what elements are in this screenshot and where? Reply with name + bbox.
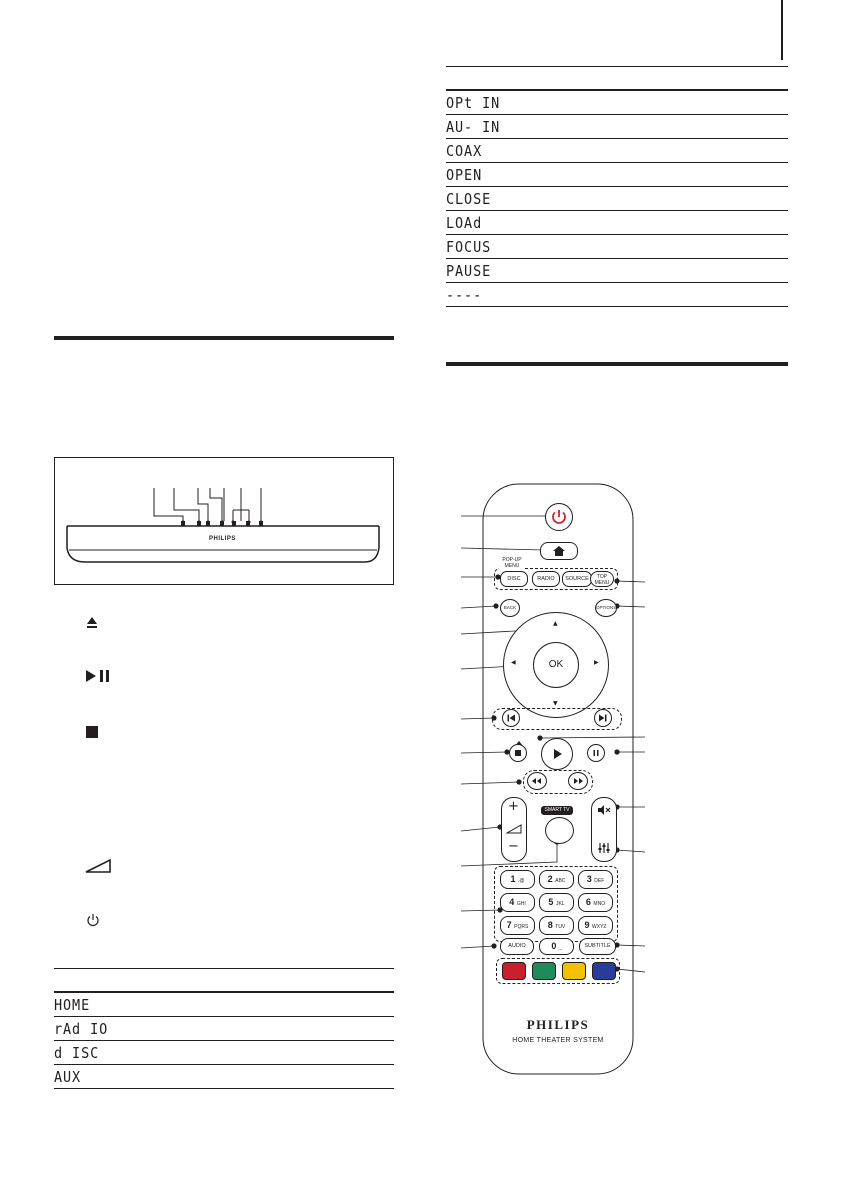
popup-menu-label: POP-UP MENU (499, 557, 525, 569)
status-display-table (446, 66, 788, 316)
volume-icon (506, 824, 522, 834)
table-row (446, 139, 788, 163)
nav-left-arrow-icon[interactable]: ◀ (511, 659, 516, 666)
main-unit-drawing (55, 458, 393, 584)
nav-right-arrow-icon[interactable]: ▶ (594, 659, 599, 666)
table-row (446, 163, 788, 187)
display-text: OPEN (446, 166, 483, 184)
source-button[interactable]: SOURCE (562, 571, 592, 587)
ok-button[interactable]: OK (533, 642, 579, 688)
stop-icon (510, 745, 526, 761)
next-icon (595, 710, 611, 726)
volume-rocker[interactable] (501, 797, 527, 862)
key-1[interactable]: 1 .@ (500, 870, 535, 889)
display-text: PAUSE (446, 262, 492, 280)
pause-button[interactable] (587, 744, 605, 762)
previous-button[interactable] (502, 709, 520, 727)
key-0[interactable]: 0 _ (539, 938, 574, 955)
fast-forward-button[interactable] (568, 772, 588, 790)
yellow-button[interactable] (562, 962, 586, 980)
display-text: COAX (446, 142, 483, 160)
section-divider-right (446, 362, 788, 366)
table-header-rule (446, 66, 788, 67)
remote-model-text: HOME THEATER SYSTEM (512, 1037, 604, 1044)
volume-icon (84, 858, 112, 874)
nav-down-arrow-icon[interactable]: ▼ (553, 700, 558, 707)
mute-sound-rocker[interactable] (591, 797, 617, 862)
display-text: rAd IO (54, 1020, 109, 1038)
display-text: CLOSE (446, 190, 492, 208)
display-text: LOAd (446, 214, 483, 232)
table-row (54, 1041, 394, 1065)
pause-icon (588, 745, 604, 761)
eject-icon (84, 614, 100, 630)
table-row (446, 283, 788, 307)
disc-button[interactable]: DISC (500, 571, 528, 587)
display-text: AUX (54, 1068, 82, 1086)
volume-up-icon[interactable]: + (508, 799, 519, 814)
stop-button[interactable] (509, 744, 527, 762)
numeric-keypad (500, 870, 612, 938)
remote-brand: PHILIPS (526, 1017, 590, 1032)
play-pause-icon (84, 668, 116, 684)
volume-down-icon[interactable]: − (508, 839, 519, 854)
audio-button[interactable]: AUDIO (500, 938, 534, 955)
key-9[interactable]: 9 WXYZ (578, 916, 613, 935)
source-display-table (54, 968, 394, 1092)
power-icon (546, 504, 572, 530)
previous-icon (503, 710, 519, 726)
table-row (446, 115, 788, 139)
display-text: d ISC (54, 1044, 100, 1062)
table-row (446, 259, 788, 283)
smart-tv-button[interactable] (545, 817, 574, 844)
table-row (446, 211, 788, 235)
display-text: OPt IN (446, 94, 501, 112)
table-row (446, 91, 788, 115)
remote-home-button[interactable] (540, 542, 578, 560)
home-icon (541, 543, 577, 559)
key-5[interactable]: 5 JKL (539, 893, 574, 912)
main-unit-figure (54, 457, 394, 585)
power-icon (86, 912, 102, 928)
key-8[interactable]: 8 TUV (539, 916, 574, 935)
remote-power-button[interactable] (545, 503, 573, 531)
top-menu-button[interactable]: TOP MENU (590, 571, 614, 587)
back-button[interactable]: BACK (500, 599, 520, 617)
table-row (54, 1017, 394, 1041)
radio-button[interactable]: RADIO (532, 571, 560, 587)
table-row (54, 1065, 394, 1089)
rewind-button[interactable] (527, 772, 547, 790)
rewind-icon (528, 773, 546, 789)
key-7[interactable]: 7 PQRS (500, 916, 535, 935)
subtitle-button[interactable]: SUBTITLE (579, 938, 616, 955)
next-button[interactable] (594, 709, 612, 727)
table-row (446, 187, 788, 211)
display-text: FOCUS (446, 238, 492, 256)
play-button[interactable] (541, 738, 573, 770)
nav-up-arrow-icon[interactable]: ▲ (553, 620, 558, 627)
table-row (54, 993, 394, 1017)
sound-settings-icon[interactable] (597, 842, 611, 854)
key-4[interactable]: 4 GHI (500, 893, 535, 912)
display-text: ---- (446, 286, 483, 304)
options-button[interactable]: OPTIONS (595, 599, 617, 617)
table-header-rule (54, 968, 394, 969)
page-edge-rule (781, 0, 783, 60)
play-icon (542, 739, 572, 769)
blue-button[interactable] (592, 962, 616, 980)
green-button[interactable] (532, 962, 556, 980)
smart-tv-label: SMART TV (541, 806, 573, 815)
display-text: AU- IN (446, 118, 501, 136)
key-6[interactable]: 6 MNO (578, 893, 613, 912)
section-divider-left (54, 336, 394, 340)
stop-icon (84, 724, 100, 740)
key-2[interactable]: 2 ABC (539, 870, 574, 889)
fast-forward-icon (569, 773, 587, 789)
key-3[interactable]: 3 DEF (578, 870, 613, 889)
main-unit-brand: PHILIPS (209, 536, 236, 542)
table-row (446, 235, 788, 259)
red-button[interactable] (502, 962, 526, 980)
mute-icon[interactable] (597, 804, 611, 816)
display-text: HOME (54, 996, 91, 1014)
